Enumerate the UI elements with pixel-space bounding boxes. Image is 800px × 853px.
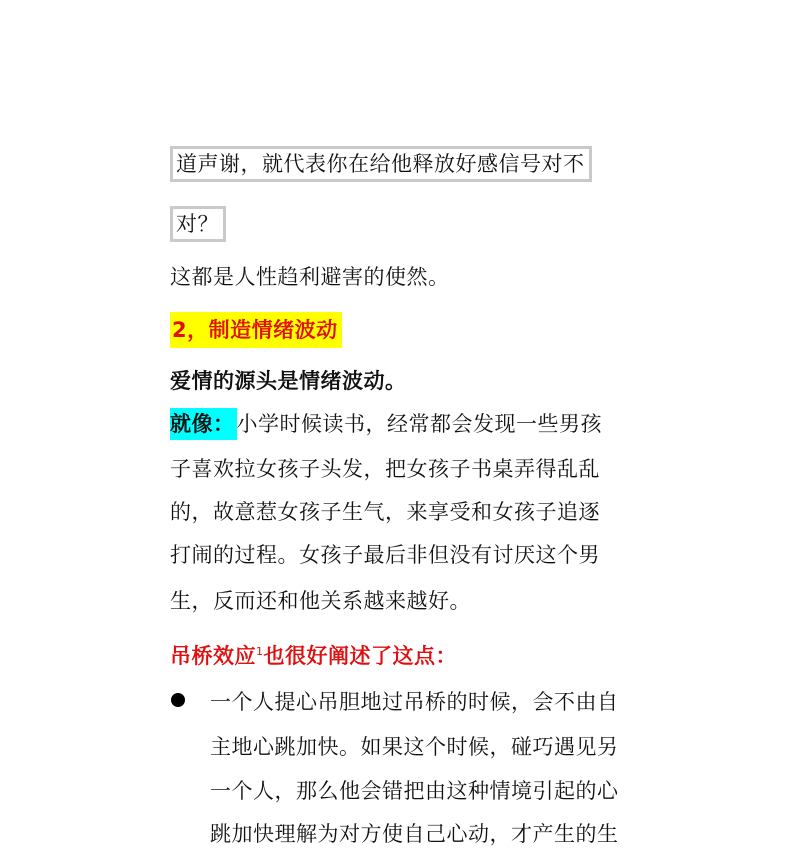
boxed-text-2: 对？ xyxy=(170,206,226,242)
boxed-text-line-1 xyxy=(170,150,592,178)
example-label: 就像： xyxy=(170,408,237,440)
bullet-line-3: 一个人，那么他会错把由这种情境引起的心 xyxy=(210,779,619,803)
bold-statement: 爱情的源头是情绪波动。 xyxy=(170,369,407,393)
bullet-dot-icon xyxy=(171,693,185,707)
bullet-line-1: 一个人提心吊胆地过吊桥的时候，会不由自 xyxy=(210,690,619,714)
example-line-5: 生，反而还和他关系越来越好。 xyxy=(170,589,471,613)
example-text-1: 小学时候读书，经常都会发现一些男孩 xyxy=(236,412,602,436)
bullet-line-2: 主地心跳加快。如果这个时候，碰巧遇见另 xyxy=(210,735,619,759)
footnote-marker: 1 xyxy=(256,645,264,658)
section-heading xyxy=(170,316,342,344)
example-line-3: 的，故意惹女孩子生气，来享受和女孩子追逐 xyxy=(170,500,600,524)
example-line-2: 子喜欢拉女孩子头发，把女孩子书桌弄得乱乱 xyxy=(170,457,600,481)
paragraph-line: 这都是人性趋利避害的使然。 xyxy=(170,265,450,289)
boxed-text-line-2 xyxy=(170,210,226,238)
red-heading-part-a: 吊桥效应 xyxy=(170,644,256,668)
bullet-line-4: 跳加快理解为对方使自己心动，才产生的生 xyxy=(210,822,619,846)
boxed-text-1: 道声谢，就代表你在给他释放好感信号对不 xyxy=(170,146,592,182)
red-heading xyxy=(170,638,457,670)
red-heading-part-b: 也很好阐述了这点： xyxy=(263,644,457,668)
section-heading-text: 2，制造情绪波动 xyxy=(170,312,342,348)
example-line-1 xyxy=(170,410,602,438)
example-line-4: 打闹的过程。女孩子最后非但没有讨厌这个男 xyxy=(170,543,600,567)
